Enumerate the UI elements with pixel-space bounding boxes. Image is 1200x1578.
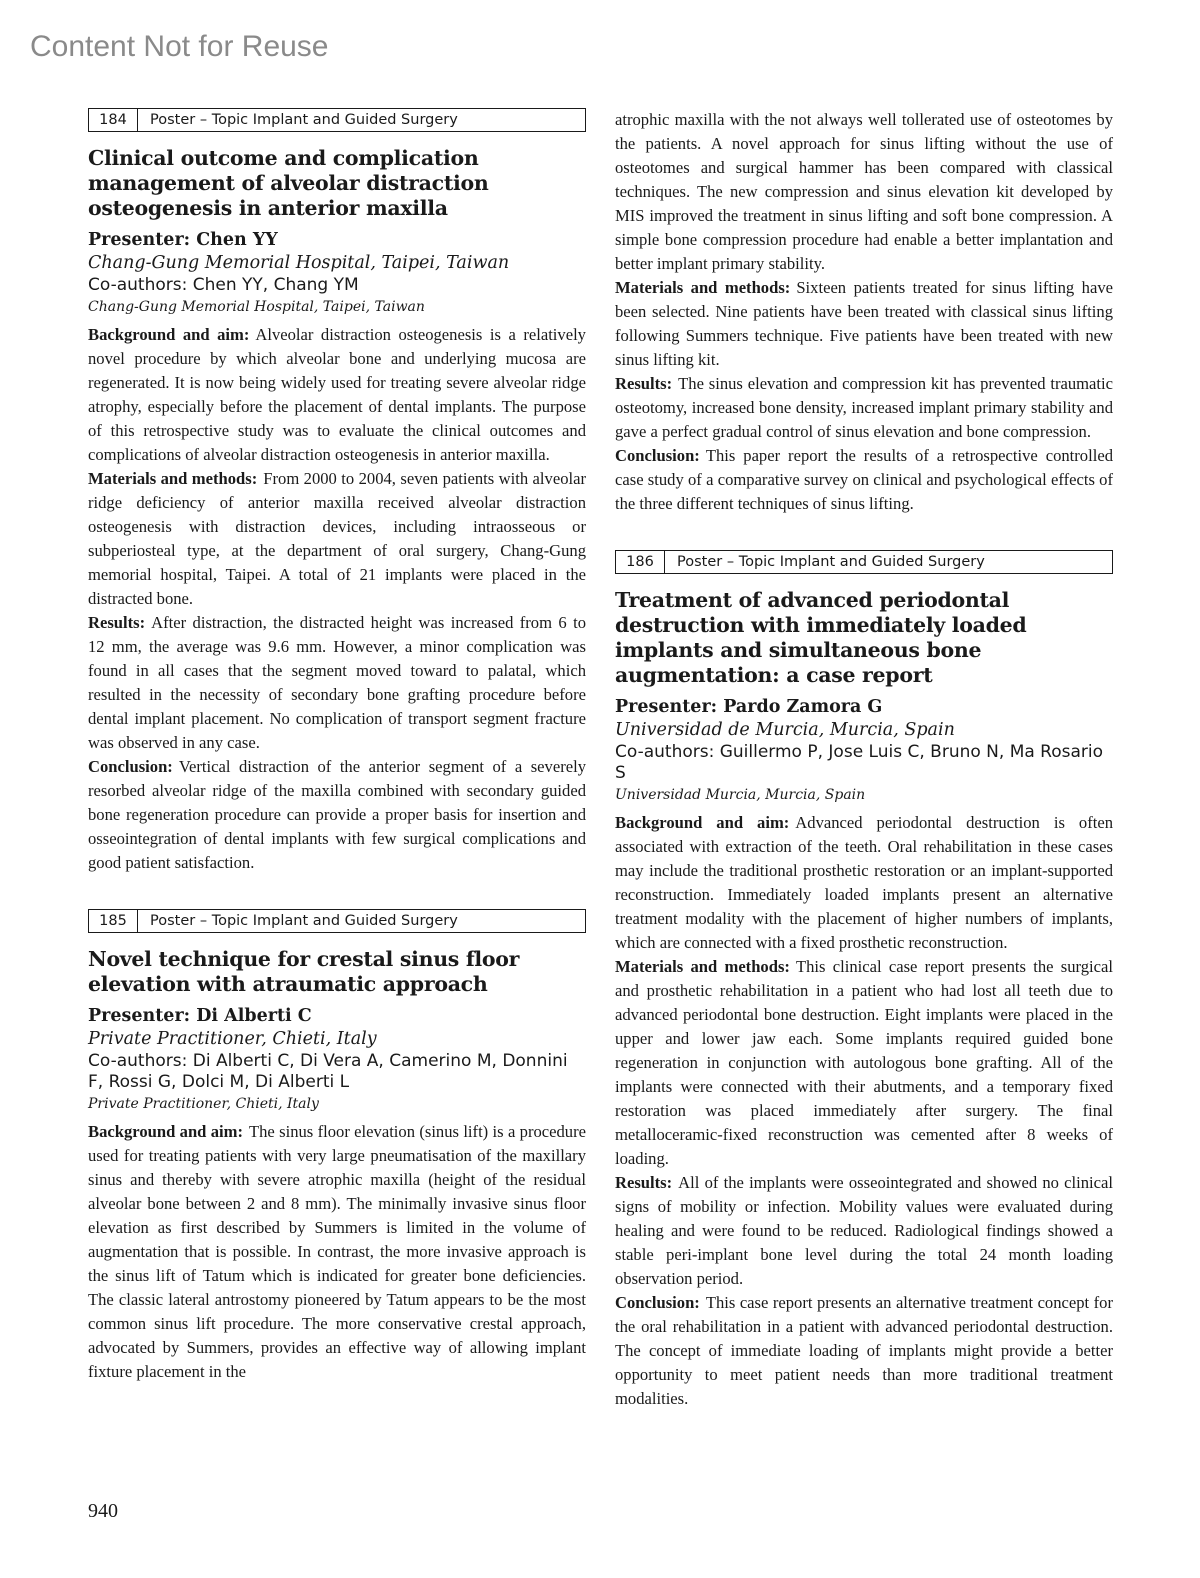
conclusion-paragraph <box>88 755 586 875</box>
background-paragraph <box>88 1120 586 1384</box>
methods-paragraph <box>615 276 1113 372</box>
section-text: Alveolar distraction osteogenesis is a relatively novel procedure by which alveolar bone and underlying mucosa are regenerated. It is now being widely used for treating severe alveolar ridge atrophy, especially before the placement of dental implants. The purpose of this retrospective study was to evaluate the clinical outcomes and complications of alveolar distraction osteogenesis in anterior maxilla. <box>88 325 586 464</box>
abstract-185 <box>88 909 586 1384</box>
background-continued-paragraph: atrophic maxilla with the not always well tollerated use of osteotomes by the patients. A novel approach for sinus lifting without the use of osteotomes and surgical hammer has been compared with classical techniques. The new compression and sinus elevation kit developed by MIS improved the treatment in sinus lifting and soft bone compression. A simple bone compression procedure had enable a better implantation and better implant primary stability. <box>615 110 1113 273</box>
section-label: Results: <box>615 374 673 393</box>
abstract-title: Clinical outcome and complication management of alveolar distraction osteogenesis in anterior maxilla <box>88 146 489 220</box>
section-label: Conclusion: <box>615 1293 700 1312</box>
abstract-topic: Poster – Topic Implant and Guided Surgery <box>677 554 985 570</box>
presenter-affiliation: Universidad de Murcia, Murcia, Spain <box>615 720 955 740</box>
section-text: All of the implants were osseointegrated and showed no clinical signs of mobility or infection. Mobility values were evaluated during healing and were found to be reduced. Radiological findings showed a stable peri-implant bone level during the total 24 month loading observation period. <box>615 1173 1113 1288</box>
results-paragraph <box>615 1171 1113 1291</box>
section-label: Conclusion: <box>88 757 173 776</box>
coauthors: Co-authors: Guillermo P, Jose Luis C, Bruno N, Ma Rosario S <box>615 742 1104 783</box>
methods-paragraph <box>88 467 586 611</box>
section-label: Conclusion: <box>615 446 700 465</box>
abstract-topic: Poster – Topic Implant and Guided Surgery <box>150 112 458 128</box>
section-text: Sixteen patients treated for sinus lifting have been selected. Nine patients have been treated with classical sinus lifting following Summers technique. Five patients have been treated with new sinus lifting kit. <box>615 278 1113 369</box>
background-paragraph <box>615 811 1113 955</box>
conclusion-paragraph <box>615 444 1113 516</box>
abstract-184 <box>88 108 586 875</box>
conclusion-paragraph <box>615 1291 1113 1411</box>
abstract-186 <box>615 550 1113 1411</box>
results-paragraph <box>88 611 586 755</box>
section-label: Materials and methods: <box>615 278 791 297</box>
section-label: Background and aim: <box>88 1122 243 1141</box>
section-text: This case report presents an alternative treatment concept for the oral rehabilitation in a patient with advanced periodontal destruction. The concept of immediate loading of implants might provide a better opportunity to meet patient needs than more traditional treatment modalities. <box>615 1293 1113 1408</box>
coauthors-affiliation: Universidad Murcia, Murcia, Spain <box>615 787 866 803</box>
abstract-header <box>88 108 586 132</box>
results-paragraph <box>615 372 1113 444</box>
section-label: Results: <box>615 1173 673 1192</box>
coauthors-affiliation: Chang-Gung Memorial Hospital, Taipei, Taiwan <box>88 299 425 315</box>
section-text: The sinus elevation and compression kit has prevented traumatic osteotomy, increased bone density, increased implant primary stability and gave a perfect gradual control of sinus elevation and bone compression. <box>615 374 1113 441</box>
abstract-185-continued <box>615 108 1113 516</box>
presenter: Presenter: Pardo Zamora G <box>615 697 883 717</box>
presenter-affiliation: Chang-Gung Memorial Hospital, Taipei, Taiwan <box>88 253 510 273</box>
coauthors-affiliation: Private Practitioner, Chieti, Italy <box>88 1096 319 1112</box>
presenter-affiliation: Private Practitioner, Chieti, Italy <box>88 1029 377 1049</box>
background-paragraph <box>88 323 586 467</box>
abstract-title: Novel technique for crestal sinus floor elevation with atraumatic approach <box>88 947 520 996</box>
section-text: The sinus floor elevation (sinus lift) is a procedure used for treating patients with very large pneumatisation of the maxillary sinus and thereby with severe atrophic maxilla (height of the residual alveolar bone between 2 and 8 mm). The minimally invasive sinus floor elevation as first described by Summers is limited in the volume of augmentation that is possible. In contrast, the more invasive approach is the sinus lift of Tatum which is indicated for greater bone deficiencies. The classic lateral antrostomy pioneered by Tatum appears to be the most common sinus lift procedure. The more conservative crestal approach, advocated by Summers, provides an effective way of allowing implant fixture placement in the <box>88 1122 586 1381</box>
coauthors: Co-authors: Chen YY, Chang YM <box>88 275 359 295</box>
abstract-topic: Poster – Topic Implant and Guided Surgery <box>150 913 458 929</box>
section-text: After distraction, the distracted height was increased from 6 to 12 mm, the average was 9.6 mm. However, a minor complication was found in all cases that the segment moved toward to palatal, which resulted in the necessity of secondary bone grafting procedure before dental implant placement. No complication of transport segment fracture was observed in any case. <box>88 613 586 752</box>
methods-paragraph <box>615 955 1113 1171</box>
section-label: Materials and methods: <box>88 469 258 488</box>
abstract-header <box>88 909 586 933</box>
section-text: This clinical case report presents the surgical and prosthetic rehabilitation in a patient who had lost all teeth due to advanced periodontal bone destruction. Eight implants were placed in the upper and lower jaw each. Some implants required guided bone regeneration in conjunction with autologous bone grafting. All of the implants were connected with their abutments, and a temporary fixed restoration was placed immediately after surgery. The final metalloceramic-fixed reconstruction was cemented after 8 weeks of loading. <box>615 957 1113 1168</box>
presenter: Presenter: Chen YY <box>88 230 278 250</box>
section-label: Background and aim: <box>88 325 250 344</box>
coauthors: Co-authors: Di Alberti C, Di Vera A, Camerino M, Donnini F, Rossi G, Dolci M, Di Alberti L <box>88 1051 568 1092</box>
presenter: Presenter: Di Alberti C <box>88 1006 312 1026</box>
section-text: Advanced periodontal destruction is often associated with extraction of the teeth. Oral rehabilitation in these cases may include the traditional prosthetic restoration or an implant-supported reconstruction. Immediately loaded implants present an alternative treatment modality with the placement of higher numbers of implants, which are connected with a fixed prosthetic reconstruction. <box>615 813 1113 952</box>
abstract-number: 186 <box>616 551 665 573</box>
section-label: Results: <box>88 613 146 632</box>
section-text: From 2000 to 2004, seven patients with alveolar ridge deficiency of anterior maxilla received alveolar distraction osteogenesis with distraction devices, including intraosseous or subperiosteal type, at the department of oral surgery, Chang-Gung memorial hospital, Taipei. A total of 21 implants were placed in the distracted bone. <box>88 469 586 608</box>
abstract-number: 185 <box>89 910 138 932</box>
page-number: 940 <box>88 1500 118 1522</box>
section-label: Background and aim: <box>615 813 790 832</box>
section-text: Vertical distraction of the anterior segment of a severely resorbed alveolar ridge of the maxilla combined with secondary guided bone regeneration procedure can provide a proper basis for insertion and osseointegration of dental implants with few surgical complications and good patient satisfaction. <box>88 757 586 872</box>
abstract-number: 184 <box>89 109 138 131</box>
abstract-title: Treatment of advanced periodontal destruction with immediately loaded implants and simultaneous bone augmentation: a case report <box>615 588 1027 687</box>
section-text: This paper report the results of a retrospective controlled case study of a comparative survey on clinical and psychological effects of the three different techniques of sinus lifting. <box>615 446 1113 513</box>
left-column <box>88 108 586 1384</box>
watermark: Content Not for Reuse <box>30 30 329 63</box>
abstract-header <box>615 550 1113 574</box>
section-label: Materials and methods: <box>615 957 790 976</box>
right-column <box>615 108 1113 1411</box>
